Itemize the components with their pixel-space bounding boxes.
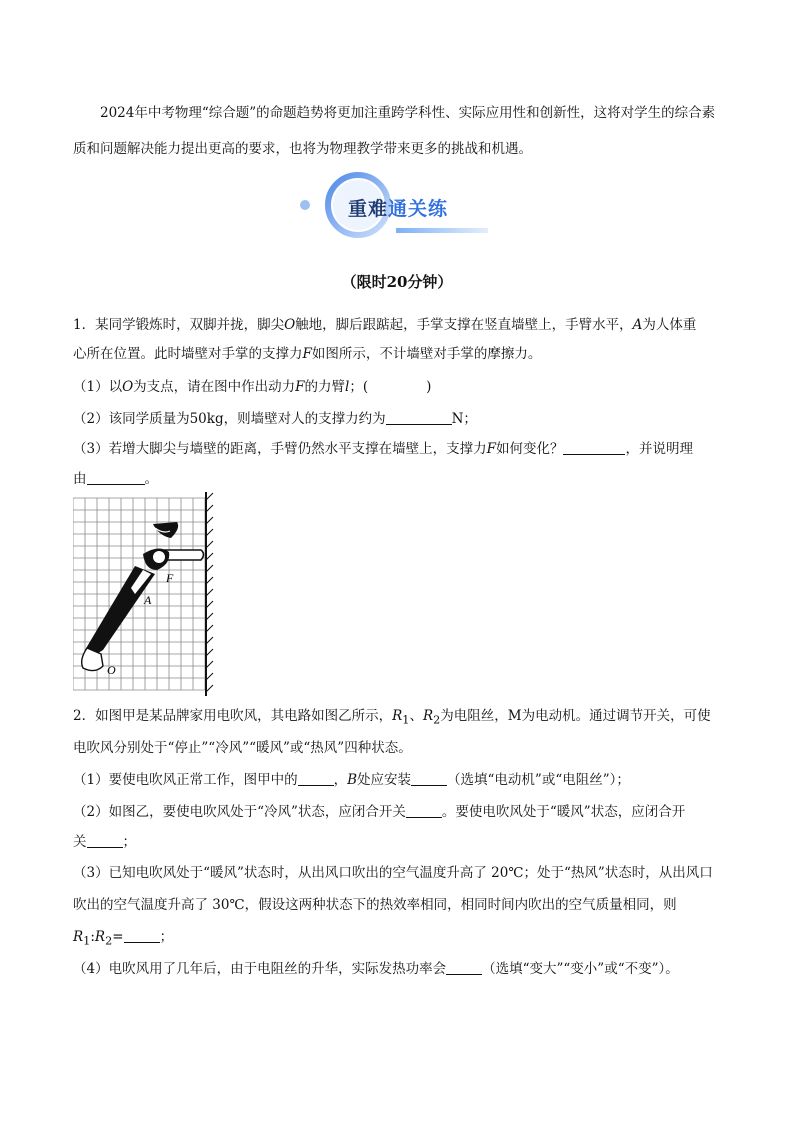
- q1-sub3-cont: [73, 467, 733, 487]
- q2-line1: [73, 704, 733, 727]
- subscript: 2: [105, 934, 113, 948]
- text: ；(: [349, 379, 369, 395]
- text: 处应安装: [357, 772, 412, 788]
- text: :: [90, 929, 95, 945]
- symbol: R: [94, 929, 106, 945]
- intro-paragraph: 2024年中考物理“综合题”的命题趋势将更加注重跨学科性、实际应用性和创新性，这将对学生的综合素质和问题解决能力提出更高的要求，也将为物理教学带来更多的挑战和机遇。: [73, 105, 716, 157]
- text: （4）电吹风用了几年后，由于电阻丝的升华，实际发热功率会: [73, 961, 447, 977]
- text: 触地，脚后跟踮起，手掌支撑在竖直墙壁上，手臂水平，: [295, 317, 633, 333]
- q2-sub3: （3）已知电吹风处于“暖风”状态时，从出风口吹出的空气温度升高了 20℃；处于“热风”状态时，从出风口: [73, 865, 713, 881]
- person-figure: [82, 522, 204, 671]
- symbol: O: [284, 317, 296, 333]
- text: ，: [333, 772, 348, 788]
- label-F: F: [166, 571, 174, 585]
- q2-sub3-line3: [73, 925, 733, 948]
- q1-sub1: [73, 375, 733, 395]
- text: （2）该同学质量为50kg，则墙壁对人的支撑力约为: [73, 411, 386, 427]
- q1-line1: [73, 313, 733, 333]
- text: 。要使电吹风处于“暖风”状态，应闭合开: [441, 804, 686, 820]
- q1-sub2: [73, 407, 733, 427]
- text: ；: [122, 834, 136, 850]
- text: ；: [159, 929, 174, 945]
- symbol: O: [122, 379, 134, 395]
- text: 由: [73, 471, 87, 487]
- symbol: R: [73, 929, 84, 945]
- banner-title: [348, 194, 448, 221]
- text: 如图所示，不计墙壁对手掌的摩擦力。: [311, 346, 542, 362]
- answer-blank[interactable]: [87, 833, 123, 848]
- text: 心所在位置。此时墙壁对手掌的支撑力: [73, 346, 303, 362]
- text: （选填“电动机”或“电阻丝”）；: [447, 772, 630, 788]
- text: （1）以: [73, 379, 123, 395]
- answer-blank[interactable]: [386, 410, 452, 425]
- text: （选填“变大”“变小”或“不变”）。: [482, 961, 679, 977]
- text: 如何变化？: [495, 441, 564, 457]
- label-O: O: [107, 663, 116, 677]
- subscript: 1: [402, 713, 410, 727]
- answer-blank[interactable]: [563, 440, 625, 455]
- text: 2．如图甲是某品牌家用电吹风，其电路如图乙所示，: [73, 708, 393, 724]
- symbol: l: [345, 379, 350, 395]
- text: （3）若增大脚尖与墙壁的距离，手臂仍然水平支撑在墙壁上，支撑力: [73, 441, 487, 457]
- answer-blank[interactable]: [406, 803, 442, 818]
- q1-sub3: [73, 437, 733, 457]
- subscript: 1: [83, 934, 91, 948]
- text: 为人体重: [642, 317, 697, 333]
- symbol: F: [295, 379, 305, 395]
- symbol: F: [302, 346, 312, 362]
- text: ): [426, 379, 432, 395]
- text: =: [112, 929, 124, 945]
- banner-title-part1: 重难: [348, 198, 389, 220]
- text: （1）要使电吹风正常工作，图甲中的: [73, 772, 298, 788]
- text: 为支点，请在图中作出动力: [133, 379, 296, 395]
- q2-line2: 电吹风分别处于“停止”“冷风”“暖风”或“热风”四种状态。: [73, 740, 412, 756]
- time-limit: （限时20分钟）: [341, 273, 453, 291]
- answer-blank[interactable]: [298, 771, 334, 786]
- wall-hatching: [206, 493, 213, 692]
- banner-title-part2: 通关练: [388, 198, 449, 220]
- answer-blank[interactable]: [124, 928, 160, 943]
- q1-figure: [73, 490, 218, 702]
- answer-blank[interactable]: [87, 470, 145, 485]
- text: 关: [73, 834, 87, 850]
- subscript: 2: [433, 713, 441, 727]
- answer-blank[interactable]: [446, 960, 482, 975]
- text: 为电阻丝，M为电动机。通过调节开关，可使: [440, 708, 711, 724]
- symbol: A: [632, 317, 643, 333]
- symbol: R: [392, 708, 403, 724]
- text: 1．某同学锻炼时，双脚并拢，脚尖: [73, 317, 285, 333]
- text: ，并说明理: [625, 441, 693, 457]
- grid-figure[interactable]: [73, 490, 218, 698]
- symbol: F: [486, 441, 496, 457]
- answer-blank[interactable]: [411, 771, 447, 786]
- text: 、: [409, 708, 423, 724]
- section-banner: [296, 172, 496, 242]
- text: （2）如图乙，要使电吹风处于“冷风”状态，应闭合开关: [73, 804, 406, 820]
- q2-sub3-line2: 吹出的空气温度升高了 30℃，假设这两种状态下的热效率相同，相同时间内吹出的空气质量相同，则: [73, 897, 677, 913]
- symbol: B: [347, 772, 358, 788]
- symbol: R: [422, 708, 434, 724]
- q2-sub2: [73, 800, 733, 820]
- text: 。: [144, 471, 158, 487]
- text: 的力臂: [304, 379, 346, 395]
- text: N；: [451, 411, 477, 427]
- q2-sub4: [73, 957, 733, 977]
- q2-sub1: [73, 768, 733, 788]
- q2-sub2-cont: [73, 830, 733, 850]
- q1-line2: [73, 342, 733, 362]
- label-A: A: [144, 593, 152, 607]
